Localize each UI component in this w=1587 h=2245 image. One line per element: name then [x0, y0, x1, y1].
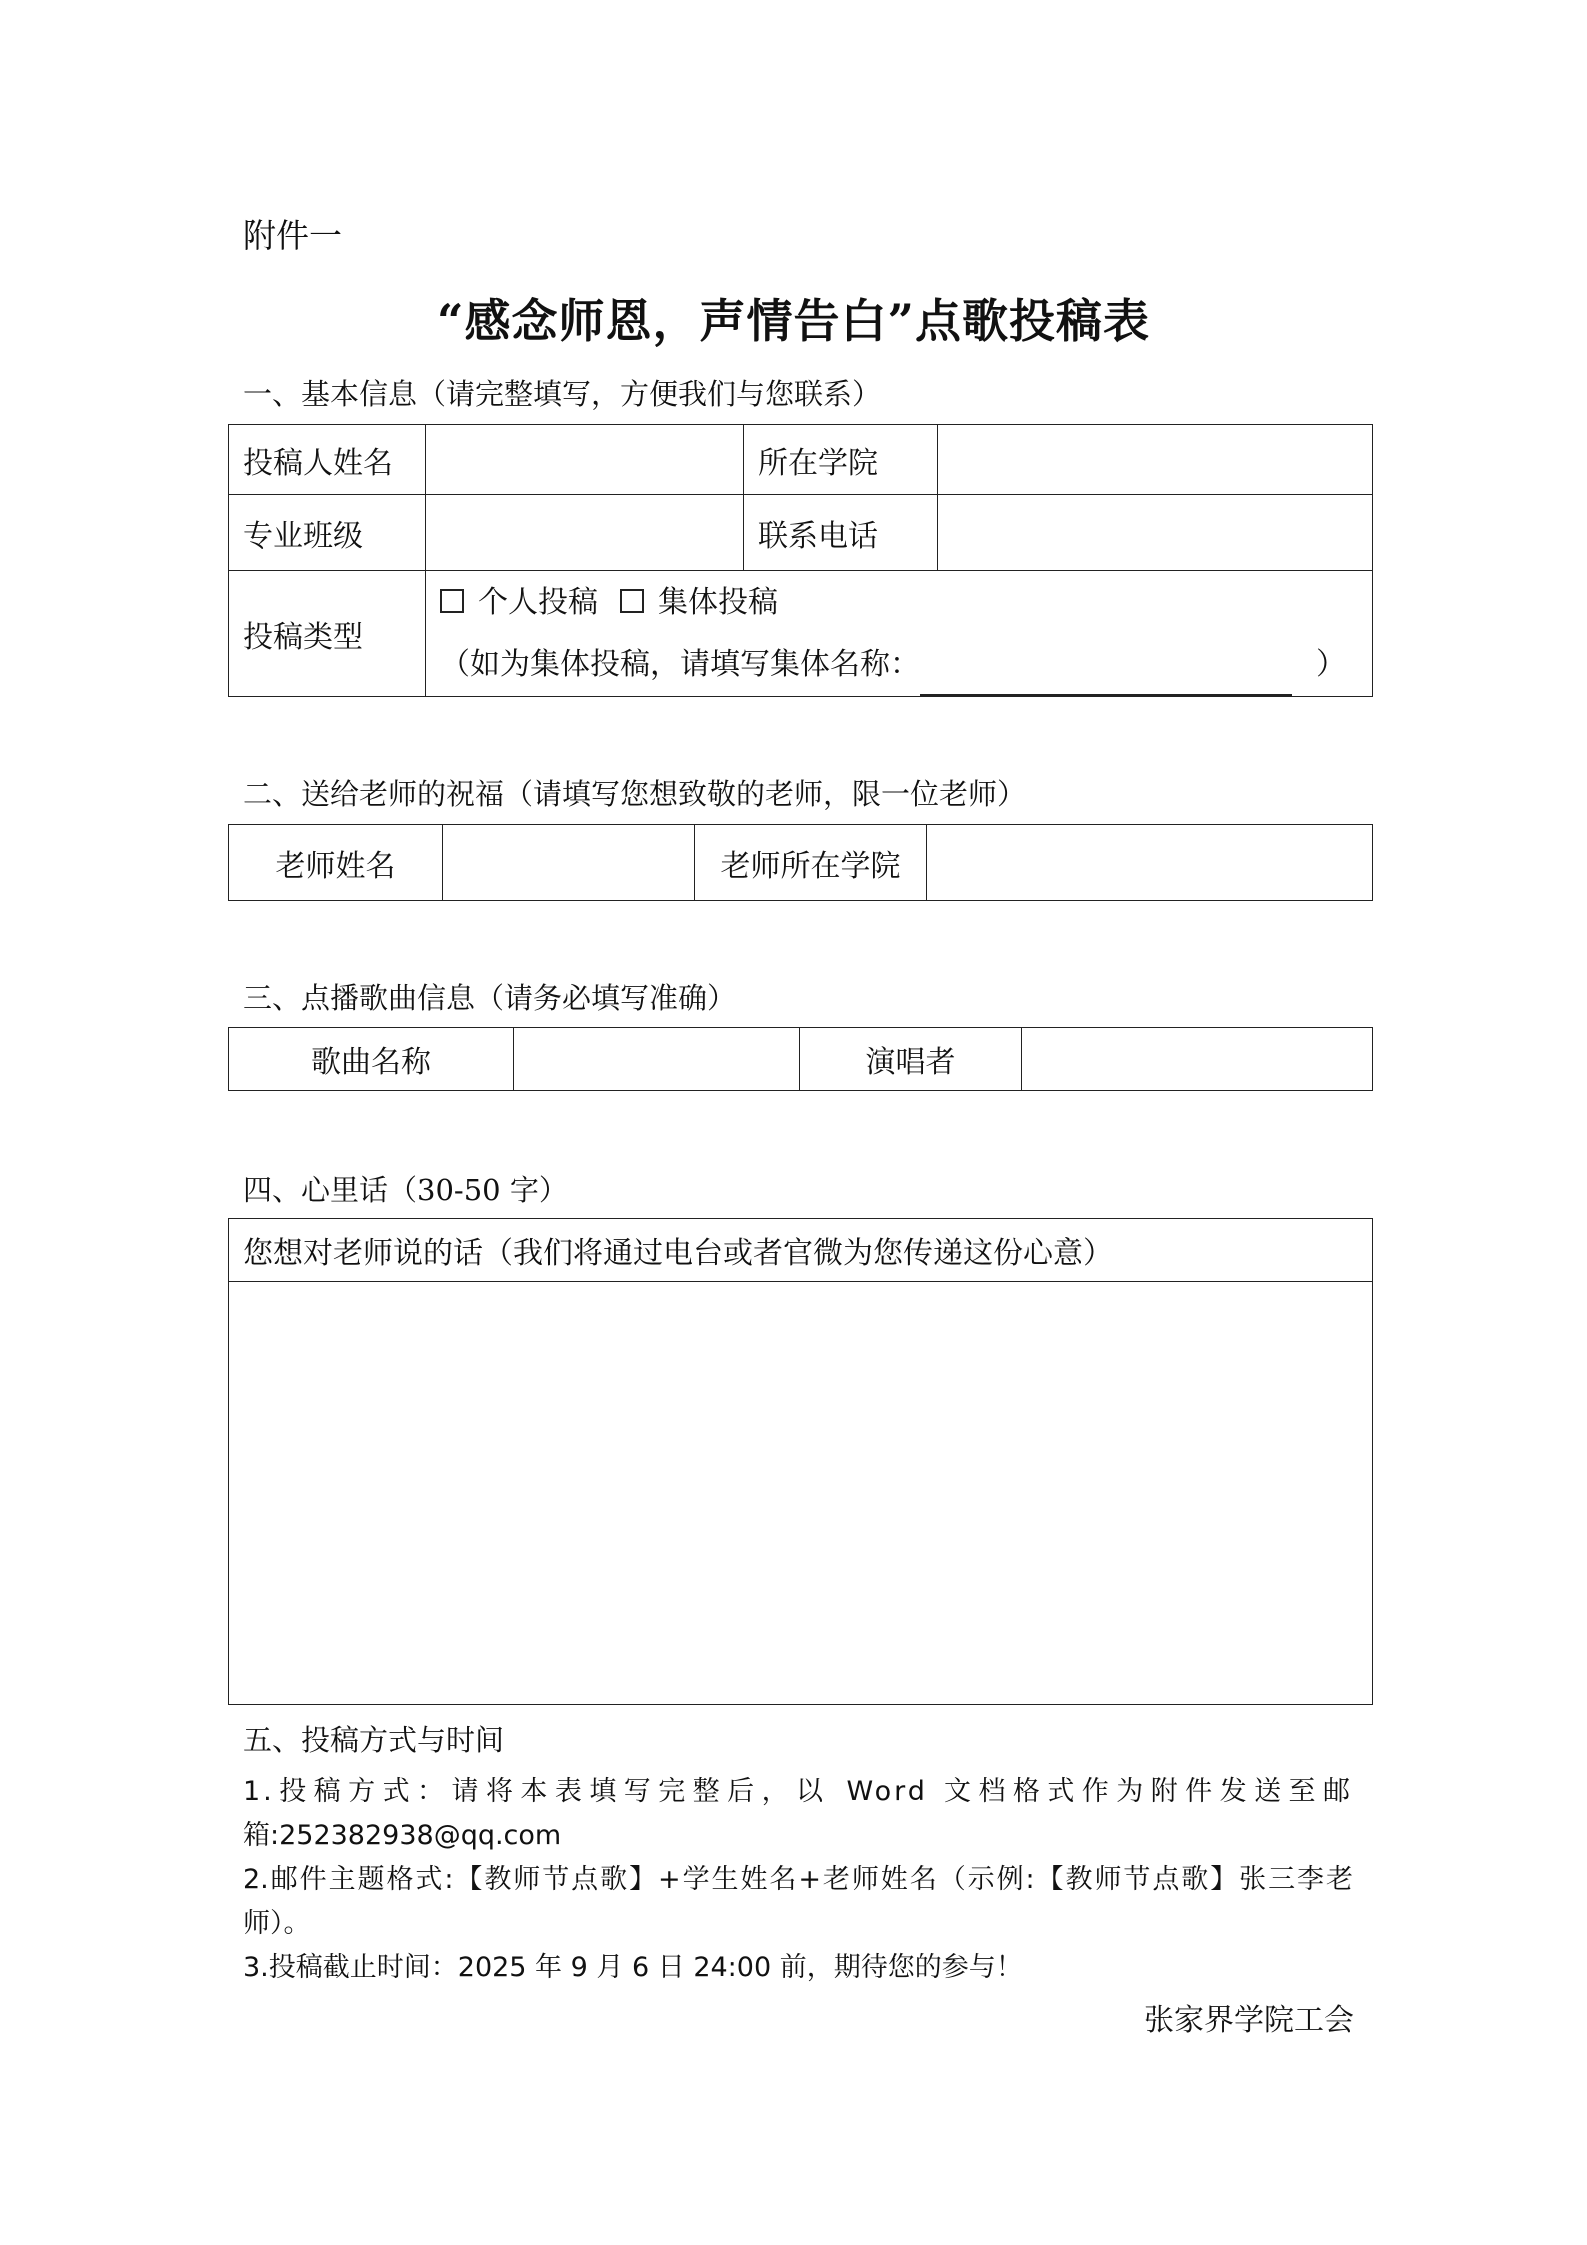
- song-name-label: 歌曲名称: [229, 1028, 514, 1091]
- teacher-name-label: 老师姓名: [229, 825, 443, 901]
- section4-heading: 四、心里话（30-50 字）: [243, 1173, 568, 1207]
- submitter-name-field[interactable]: [426, 425, 744, 495]
- group-name-blank[interactable]: [920, 664, 1292, 696]
- song-info-table: [228, 1027, 1373, 1091]
- section5-heading: 五、投稿方式与时间: [243, 1723, 505, 1757]
- group-option-label: 集体投稿: [658, 584, 778, 620]
- instruction-1-line1: 1.投稿方式：请将本表填写完整后，以 Word 文档格式作为附件发送至邮: [243, 1776, 1353, 1807]
- submission-type-cell: [426, 571, 1373, 697]
- singer-label: 演唱者: [800, 1028, 1022, 1091]
- message-prompt: 您想对老师说的话（我们将通过电台或者官微为您传递这份心意）: [229, 1219, 1373, 1282]
- section3-heading: 三、点播歌曲信息（请务必填写准确）: [243, 981, 737, 1015]
- individual-checkbox[interactable]: [440, 589, 464, 613]
- phone-label: 联系电话: [744, 495, 938, 571]
- submission-type-label: 投稿类型: [229, 571, 426, 697]
- teacher-college-field[interactable]: [927, 825, 1373, 901]
- major-class-field[interactable]: [426, 495, 744, 571]
- instruction-2-line1: 2.邮件主题格式:【教师节点歌】+学生姓名+老师姓名（示例:【教师节点歌】张三李老: [243, 1864, 1353, 1895]
- submitter-name-label: 投稿人姓名: [229, 425, 426, 495]
- annex-label: 附件一: [243, 216, 342, 255]
- instruction-2-line2: 师）。: [243, 1908, 311, 1939]
- submission-instructions: [243, 1770, 1353, 1990]
- signature: 张家界学院工会: [1144, 2003, 1354, 2038]
- section1-heading: 一、基本信息（请完整填写，方便我们与您联系）: [243, 377, 882, 411]
- college-field[interactable]: [938, 425, 1373, 495]
- college-label: 所在学院: [744, 425, 938, 495]
- major-class-label: 专业班级: [229, 495, 426, 571]
- basic-info-table: [228, 424, 1373, 697]
- group-note-prefix: （如为集体投稿，请填写集体名称：: [440, 646, 920, 682]
- section2-heading: 二、送给老师的祝福（请填写您想致敬的老师，限一位老师）: [243, 777, 1027, 811]
- teacher-name-field[interactable]: [443, 825, 695, 901]
- message-area[interactable]: [229, 1282, 1373, 1705]
- song-name-field[interactable]: [514, 1028, 800, 1091]
- singer-field[interactable]: [1022, 1028, 1373, 1091]
- teacher-college-label: 老师所在学院: [695, 825, 927, 901]
- instruction-3: 3.投稿截止时间：2025 年 9 月 6 日 24:00 前，期待您的参与！: [243, 1952, 1023, 1983]
- group-checkbox[interactable]: [620, 589, 644, 613]
- individual-option-label: 个人投稿: [478, 584, 598, 620]
- teacher-info-table: [228, 824, 1373, 901]
- instruction-1-line2: 箱:252382938@qq.com: [243, 1820, 562, 1851]
- group-note-suffix: ）: [1316, 646, 1346, 682]
- form-title: “感念师恩，声情告白”点歌投稿表: [437, 294, 1150, 348]
- phone-field[interactable]: [938, 495, 1373, 571]
- message-table: [228, 1218, 1373, 1705]
